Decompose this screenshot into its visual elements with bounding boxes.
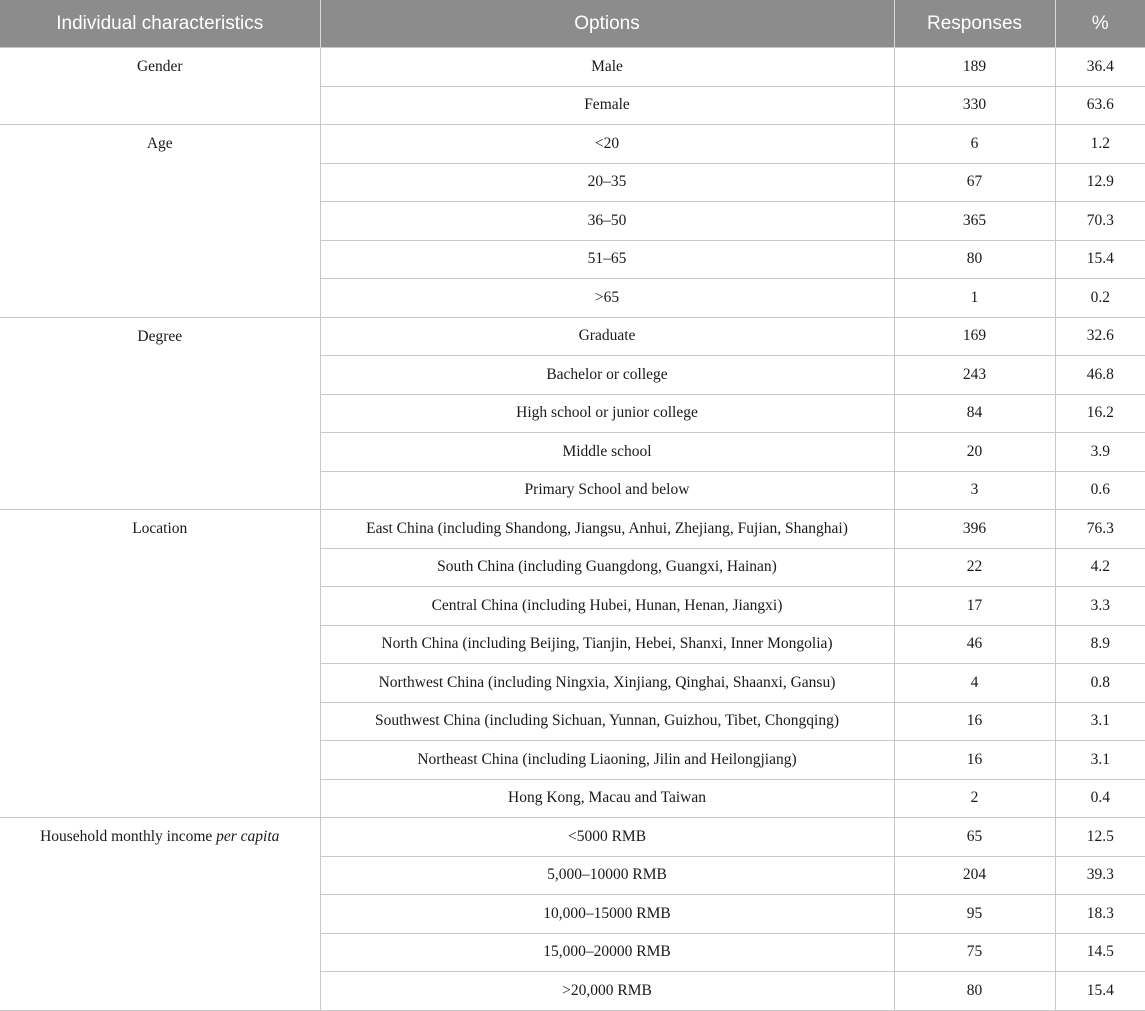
- option-cell: Northwest China (including Ningxia, Xinjiang, Qinghai, Shaanxi, Gansu): [320, 664, 894, 703]
- option-cell: Middle school: [320, 433, 894, 472]
- option-cell: >20,000 RMB: [320, 972, 894, 1011]
- option-cell: North China (including Beijing, Tianjin, Hebei, Shanxi, Inner Mongolia): [320, 625, 894, 664]
- responses-cell: 80: [894, 240, 1055, 279]
- responses-cell: 95: [894, 895, 1055, 934]
- responses-cell: 22: [894, 548, 1055, 587]
- percent-cell: 15.4: [1055, 972, 1145, 1011]
- header-characteristic: Individual characteristics: [0, 0, 320, 48]
- option-cell: South China (including Guangdong, Guangxi, Hainan): [320, 548, 894, 587]
- option-cell: <20: [320, 125, 894, 164]
- percent-cell: 39.3: [1055, 856, 1145, 895]
- responses-cell: 16: [894, 702, 1055, 741]
- option-cell: Central China (including Hubei, Hunan, Henan, Jiangxi): [320, 587, 894, 626]
- group-label: [0, 317, 320, 510]
- percent-cell: 18.3: [1055, 895, 1145, 934]
- responses-cell: 243: [894, 356, 1055, 395]
- responses-cell: 65: [894, 818, 1055, 857]
- header-options: Options: [320, 0, 894, 48]
- table-row: [0, 510, 1145, 549]
- responses-cell: 17: [894, 587, 1055, 626]
- percent-cell: 16.2: [1055, 394, 1145, 433]
- percent-cell: 63.6: [1055, 86, 1145, 125]
- responses-cell: 46: [894, 625, 1055, 664]
- group-label: [0, 818, 320, 1011]
- percent-cell: 15.4: [1055, 240, 1145, 279]
- responses-cell: 365: [894, 202, 1055, 241]
- table-header: [0, 0, 1145, 48]
- header-percent: %: [1055, 0, 1145, 48]
- percent-cell: 32.6: [1055, 317, 1145, 356]
- option-cell: Bachelor or college: [320, 356, 894, 395]
- percent-cell: 0.8: [1055, 664, 1145, 703]
- percent-cell: 70.3: [1055, 202, 1145, 241]
- responses-cell: 20: [894, 433, 1055, 472]
- responses-cell: 16: [894, 741, 1055, 780]
- option-cell: 20–35: [320, 163, 894, 202]
- percent-cell: 3.3: [1055, 587, 1145, 626]
- group-label-italic: per capita: [216, 828, 280, 845]
- option-cell: Southwest China (including Sichuan, Yunnan, Guizhou, Tibet, Chongqing): [320, 702, 894, 741]
- option-cell: 15,000–20000 RMB: [320, 933, 894, 972]
- option-cell: Graduate: [320, 317, 894, 356]
- responses-cell: 2: [894, 779, 1055, 818]
- responses-cell: 67: [894, 163, 1055, 202]
- option-cell: >65: [320, 279, 894, 318]
- responses-cell: 169: [894, 317, 1055, 356]
- responses-cell: 396: [894, 510, 1055, 549]
- percent-cell: 36.4: [1055, 48, 1145, 87]
- responses-cell: 330: [894, 86, 1055, 125]
- responses-cell: 6: [894, 125, 1055, 164]
- percent-cell: 0.6: [1055, 471, 1145, 510]
- option-cell: 5,000–10000 RMB: [320, 856, 894, 895]
- percent-cell: 3.9: [1055, 433, 1145, 472]
- group-label-text: Age: [146, 135, 173, 152]
- option-cell: Northeast China (including Liaoning, Jilin and Heilongjiang): [320, 741, 894, 780]
- option-cell: Male: [320, 48, 894, 87]
- percent-cell: 76.3: [1055, 510, 1145, 549]
- option-cell: 10,000–15000 RMB: [320, 895, 894, 934]
- percent-cell: 8.9: [1055, 625, 1145, 664]
- header-row: [0, 0, 1145, 48]
- percent-cell: 1.2: [1055, 125, 1145, 164]
- table-row: [0, 818, 1145, 857]
- table-row: [0, 48, 1145, 87]
- percent-cell: 12.5: [1055, 818, 1145, 857]
- percent-cell: 3.1: [1055, 702, 1145, 741]
- percent-cell: 46.8: [1055, 356, 1145, 395]
- option-cell: Hong Kong, Macau and Taiwan: [320, 779, 894, 818]
- group-label-text: Degree: [137, 327, 183, 345]
- responses-cell: 3: [894, 471, 1055, 510]
- percent-cell: 4.2: [1055, 548, 1145, 587]
- group-label-text: Location: [132, 520, 188, 537]
- table-row: [0, 317, 1145, 356]
- percent-cell: 0.2: [1055, 279, 1145, 318]
- option-cell: 51–65: [320, 240, 894, 279]
- responses-cell: 204: [894, 856, 1055, 895]
- responses-cell: 4: [894, 664, 1055, 703]
- option-cell: <5000 RMB: [320, 818, 894, 857]
- responses-cell: 189: [894, 48, 1055, 87]
- option-cell: Primary School and below: [320, 471, 894, 510]
- responses-cell: 84: [894, 394, 1055, 433]
- responses-cell: 75: [894, 933, 1055, 972]
- header-responses: Responses: [894, 0, 1055, 48]
- option-cell: 36–50: [320, 202, 894, 241]
- percent-cell: 0.4: [1055, 779, 1145, 818]
- group-label-text: Household monthly income: [40, 828, 217, 845]
- table-body: [0, 48, 1145, 1011]
- group-label: [0, 510, 320, 818]
- percent-cell: 14.5: [1055, 933, 1145, 972]
- percent-cell: 12.9: [1055, 163, 1145, 202]
- table-row: [0, 125, 1145, 164]
- group-label: [0, 125, 320, 318]
- percent-cell: 3.1: [1055, 741, 1145, 780]
- responses-cell: 1: [894, 279, 1055, 318]
- option-cell: East China (including Shandong, Jiangsu, Anhui, Zhejiang, Fujian, Shanghai): [320, 510, 894, 549]
- option-cell: Female: [320, 86, 894, 125]
- responses-cell: 80: [894, 972, 1055, 1011]
- option-cell: High school or junior college: [320, 394, 894, 433]
- group-label: [0, 48, 320, 125]
- group-label-text: Gender: [136, 58, 183, 75]
